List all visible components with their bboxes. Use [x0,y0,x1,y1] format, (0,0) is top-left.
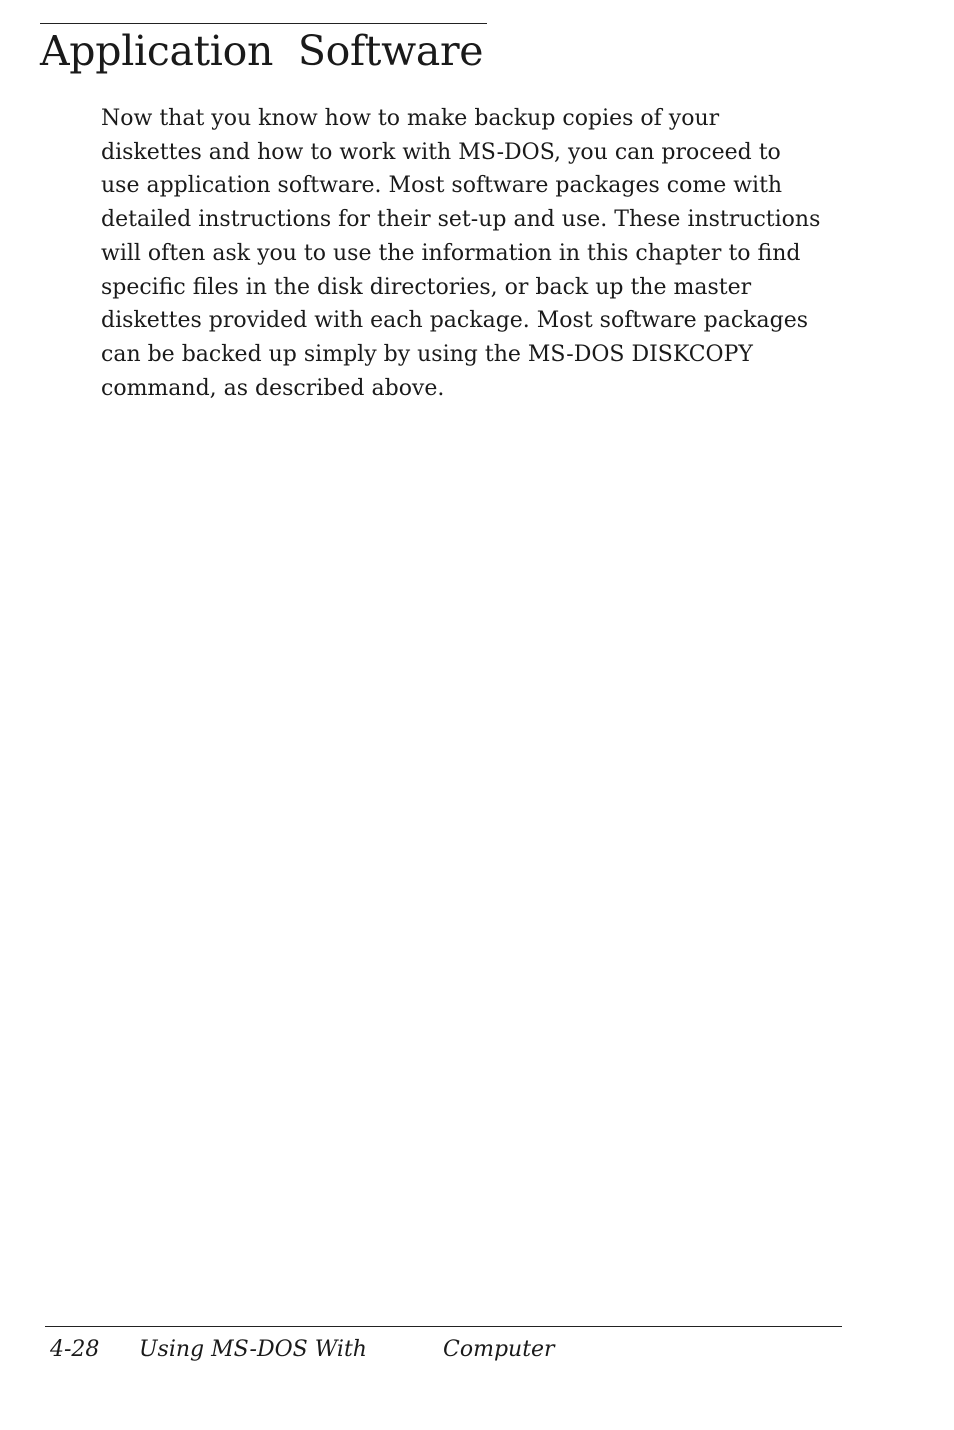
body-line: Now that you know how to make backup copies of your [101,106,720,131]
body-line: diskettes provided with each package. Most software packages [101,308,809,334]
body-line: use application software. Most software packages come with [101,173,783,199]
page-number: 4-28 [50,1337,100,1362]
running-title-end: Computer [443,1337,555,1362]
body-line: can be backed up simply by using the MS-DOS DISKCOPY [101,341,753,367]
body-line: specific files in the disk directories, or back up the master [101,274,752,300]
body-line: detailed instructions for their set-up and use. These instructions [101,207,821,233]
footer-rule [45,1326,842,1327]
page-title: Application Software [40,27,484,75]
body-line: diskettes and how to work with MS-DOS, you can proceed to [101,139,781,165]
body-line: command, as described above. [101,375,445,401]
body-paragraph [101,102,846,405]
running-title: Using MS-DOS With [139,1337,367,1362]
body-line: will often ask you to use the information in this chapter to find [101,240,801,266]
